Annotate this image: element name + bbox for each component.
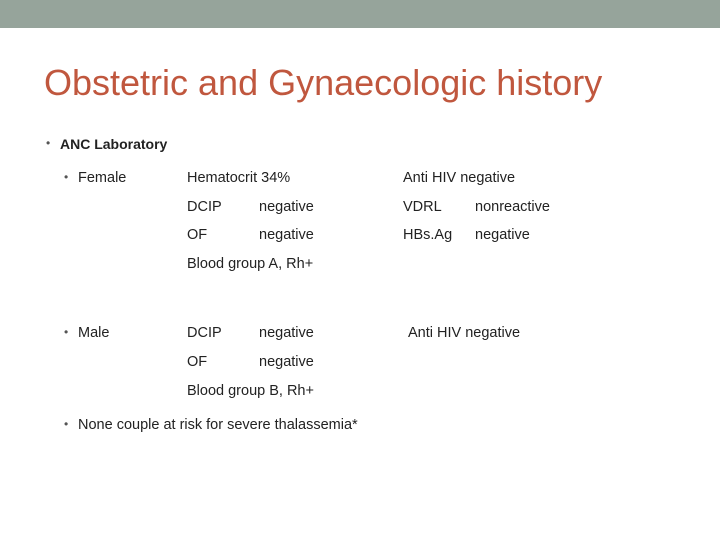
- female-hbsag-value: negative: [475, 227, 530, 243]
- female-hbsag-label: HBs.Ag: [403, 227, 453, 243]
- slide-title: Obstetric and Gynaecologic history: [44, 62, 603, 103]
- male-dcip-label: DCIP: [187, 325, 222, 341]
- female-vdrl-label: VDRL: [403, 199, 442, 215]
- female-anti-hiv: Anti HIV negative: [403, 170, 516, 186]
- female-blood-group: Blood group A, Rh+: [187, 256, 314, 272]
- bullet-icon: •: [64, 325, 69, 339]
- female-hematocrit: Hematocrit 34%: [187, 170, 291, 186]
- male-of-label: OF: [187, 354, 208, 370]
- female-dcip-value: negative: [259, 199, 314, 215]
- female-label: Female: [78, 170, 127, 186]
- bullet-icon: •: [64, 417, 69, 431]
- male-label: Male: [78, 325, 110, 341]
- male-dcip-value: negative: [259, 325, 314, 341]
- thalassemia-note: None couple at risk for severe thalassemia*: [78, 417, 358, 433]
- bullet-icon: •: [64, 170, 69, 184]
- bullet-icon: •: [46, 136, 51, 150]
- male-blood-group: Blood group B, Rh+: [187, 383, 314, 399]
- section-header: ANC Laboratory: [60, 136, 168, 152]
- male-of-value: negative: [259, 354, 314, 370]
- top-bar: [0, 0, 720, 28]
- female-vdrl-value: nonreactive: [475, 199, 550, 215]
- male-anti-hiv: Anti HIV negative: [408, 325, 521, 341]
- female-dcip-label: DCIP: [187, 199, 222, 215]
- female-of-value: negative: [259, 227, 314, 243]
- female-of-label: OF: [187, 227, 208, 243]
